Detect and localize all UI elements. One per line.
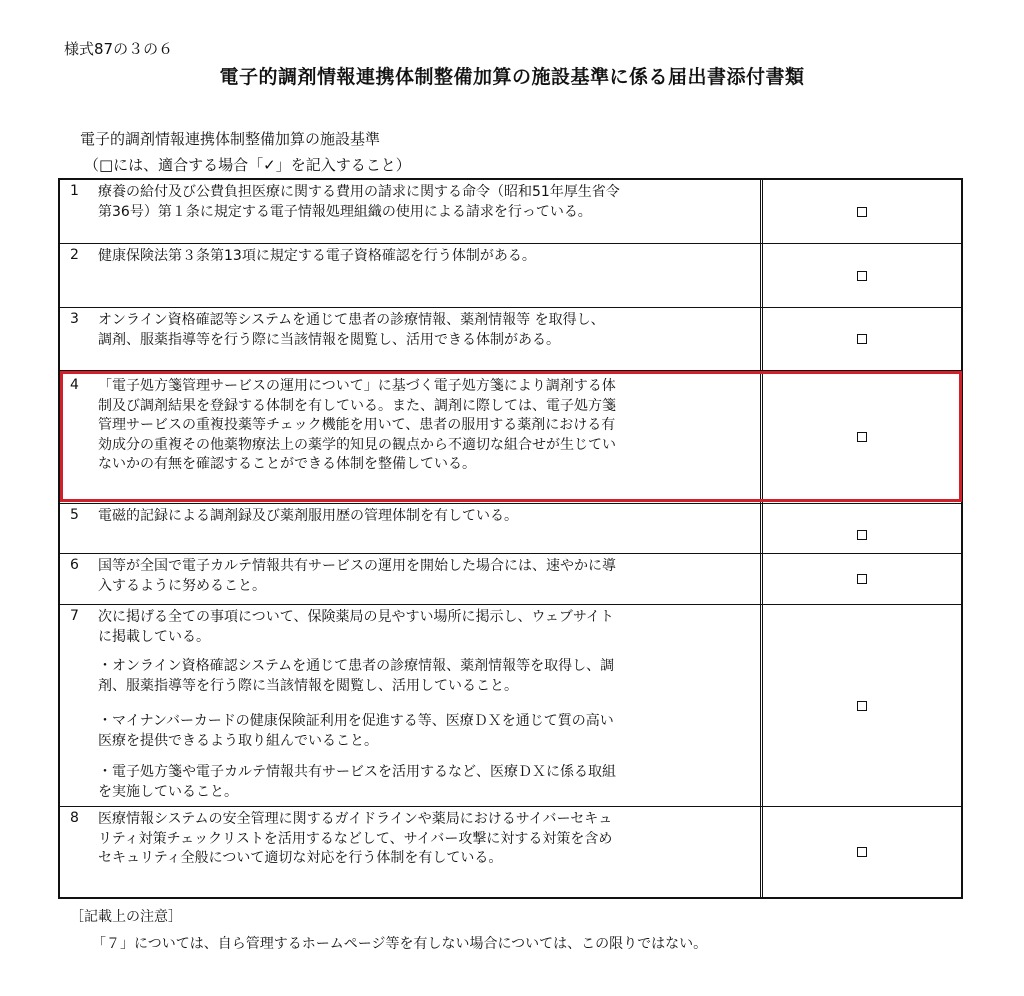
checkbox[interactable]	[857, 701, 867, 711]
check-cell	[760, 504, 961, 553]
criteria-row-2	[60, 244, 961, 308]
row-text-line: 医療情報システムの安全管理に関するガイドラインや薬局におけるサイバーセキュ	[98, 811, 613, 827]
row-text-line: 電磁的記録による調剤録及び薬剤服用歴の管理体制を有している。	[98, 508, 518, 524]
checkbox[interactable]	[857, 271, 867, 281]
row-text	[98, 311, 758, 350]
row-text-line: セキュリティ全般について適切な対応を行う体制を有している。	[98, 850, 503, 866]
row-number: 2	[70, 247, 79, 263]
notes-heading: ［記載上の注意］	[70, 909, 182, 925]
bullet-line: ・オンライン資格確認システムを通じて患者の診療情報、薬剤情報等を取得し、調	[98, 658, 615, 674]
checkbox[interactable]	[857, 847, 867, 857]
check-cell	[760, 180, 961, 243]
row-text	[98, 183, 758, 222]
check-cell	[760, 371, 961, 503]
row-text-line: 効成分の重複その他薬物療法上の薬学的知見の観点から不適切な組合せが生じてい	[98, 436, 616, 453]
check-cell	[760, 244, 961, 307]
criteria-table	[58, 178, 963, 899]
criteria-row-1	[60, 180, 961, 244]
row-text-line: 国等が全国で電子カルテ情報共有サービスの運用を開始した場合には、速やかに導	[98, 558, 616, 574]
criteria-row-6	[60, 554, 961, 605]
bullet-line: ・電子処方箋や電子カルテ情報共有サービスを活用するなど、医療ＤＸに係る取組	[98, 764, 616, 780]
row-text-line: ないかの有無を確認することができる体制を整備している。	[98, 456, 476, 472]
bullet-line: を実施していること。	[98, 783, 238, 800]
check-cell	[760, 554, 961, 604]
checkbox[interactable]	[857, 207, 867, 217]
row-text-line: 管理サービスの重複投薬等チェック機能を用いて、患者の服用する薬剤における有	[98, 417, 616, 433]
row-text-line: オンライン資格確認等システムを通じて患者の診療情報、薬剤情報等 を取得し、	[98, 312, 605, 328]
row-text-line: に掲載している。	[98, 628, 210, 645]
row-number: 5	[70, 507, 79, 523]
check-cell	[760, 807, 961, 897]
row-text	[98, 557, 758, 596]
row-number: 8	[70, 810, 79, 826]
row-text	[98, 247, 758, 267]
row-text-line: リティ対策チェックリストを活用するなどして、サイバー攻撃に対する対策を含め	[98, 830, 613, 847]
section-heading: 電子的調剤情報連携体制整備加算の施設基準	[80, 130, 381, 148]
criteria-row-8	[60, 807, 961, 897]
row-text	[98, 608, 758, 802]
row-text-line: 次に掲げる全ての事項について、保険薬局の見やすい場所に掲示し、ウェブサイト	[98, 609, 614, 625]
checkbox[interactable]	[857, 574, 867, 584]
row-number: 6	[70, 557, 79, 573]
row-text-line: 制及び調剤結果を登録する体制を有している。また、調剤に際しては、電子処方箋	[98, 397, 616, 414]
row-text-line: 入するように努めること。	[98, 577, 266, 594]
document-title: 電子的調剤情報連携体制整備加算の施設基準に係る届出書添付書類	[219, 66, 805, 88]
row-text-line: 「電子処方箋管理サービスの運用について」に基づく電子処方箋により調剤する体	[98, 378, 616, 394]
row-text-line: 健康保険法第３条第13項に規定する電子資格確認を行う体制がある。	[98, 248, 536, 264]
check-cell	[760, 308, 961, 370]
criteria-row-7	[60, 605, 961, 807]
criteria-row-3	[60, 308, 961, 371]
checkbox[interactable]	[857, 432, 867, 442]
row-number: 4	[70, 377, 79, 393]
bullet-line: 剤、服薬指導等を行う際に当該情報を閲覧し、活用していること。	[98, 677, 518, 694]
section-note: （□には、適合する場合「✓」を記入すること）	[84, 156, 411, 174]
row-number: 3	[70, 311, 79, 327]
row-text-line: 第36号）第１条に規定する電子情報処理組織の使用による請求を行っている。	[98, 203, 592, 220]
row-text-line: 療養の給付及び公費負担医療に関する費用の請求に関する命令（昭和51年厚生省令	[98, 184, 620, 200]
bullet-line: ・マイナンバーカードの健康保険証利用を促進する等、医療ＤＸを通じて質の高い	[98, 713, 614, 729]
notes-text: 「７」については、自ら管理するホームページ等を有しない場合については、この限りではない。	[92, 936, 708, 952]
checkbox[interactable]	[857, 334, 867, 344]
criteria-row-4	[60, 371, 961, 504]
checkbox[interactable]	[857, 530, 867, 540]
row-text	[98, 507, 758, 527]
row-number: 1	[70, 183, 79, 199]
form-id: 様式87の３の６	[64, 40, 174, 58]
check-cell	[760, 605, 961, 806]
bullet-line: 医療を提供できるよう取り組んでいること。	[98, 732, 378, 749]
criteria-row-5	[60, 504, 961, 554]
row-text	[98, 377, 758, 475]
row-text-line: 調剤、服薬指導等を行う際に当該情報を閲覧し、活用できる体制がある。	[98, 331, 560, 348]
row-number: 7	[70, 608, 79, 624]
row-text	[98, 810, 758, 869]
